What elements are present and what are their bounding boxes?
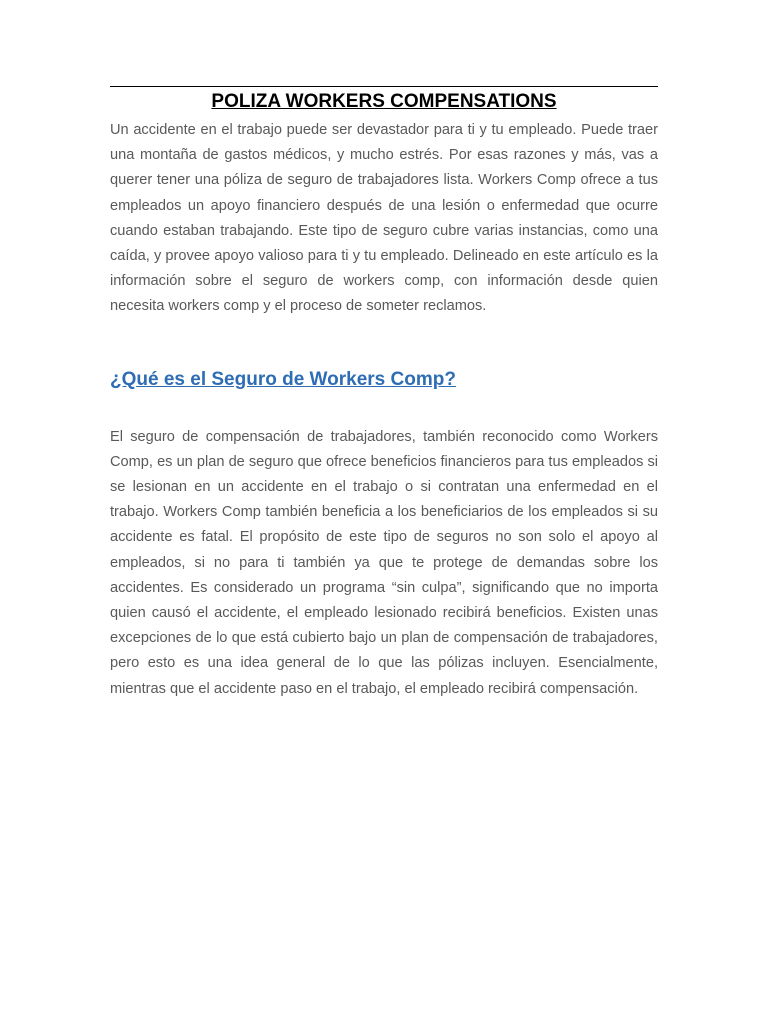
intro-paragraph: Un accidente en el trabajo puede ser devastador para ti y tu empleado. Puede traer una montaña de gastos médicos, y mucho estrés. Por esas razones y más, vas a querer tener una póliza de seguro de trabajadores lista. Workers Comp ofrece a tus empleados un apoyo financiero después de una lesión o enfermedad que ocurre cuando estaban trabajando. Este tipo de seguro cubre varias instancias, como una caída, y provee apoyo valioso para ti y tu empleado. Delineado en este artículo es la información sobre el seguro de workers comp, con información desde quien necesita workers comp y el proceso de someter reclamos. [110, 122, 658, 315]
document-title: POLIZA WORKERS COMPENSATIONS [211, 91, 557, 112]
section-paragraph: El seguro de compensación de trabajadores, también reconocido como Workers Comp, es un plan de seguro que ofrece beneficios financieros para tus empleados si se lesionan en un accidente en el trabajo o si contratan una enfermedad en el trabajo. Workers Comp también beneficia a los beneficiarios de los empleados si su accidente es fatal. El propósito de este tipo de seguros no son solo el apoyo al empleados, si no para ti también ya que te protege de demandas sobre los accidentes. Es considerado un programa “sin culpa”, significando que no importa quien causó el accidente, el empleado lesionado recibirá beneficios. Existen unas excepciones de lo que está cubierto bajo un plan de compensación de trabajadores, pero esto es una idea general de lo que las pólizas incluyen. Esencialmente, mientras que el accidente paso en el trabajo, el empleado recibirá compensación. [110, 428, 658, 697]
document-content [110, 86, 658, 702]
top-rule-divider [110, 86, 658, 87]
section-heading-link[interactable]: ¿Qué es el Seguro de Workers Comp? [110, 368, 456, 390]
